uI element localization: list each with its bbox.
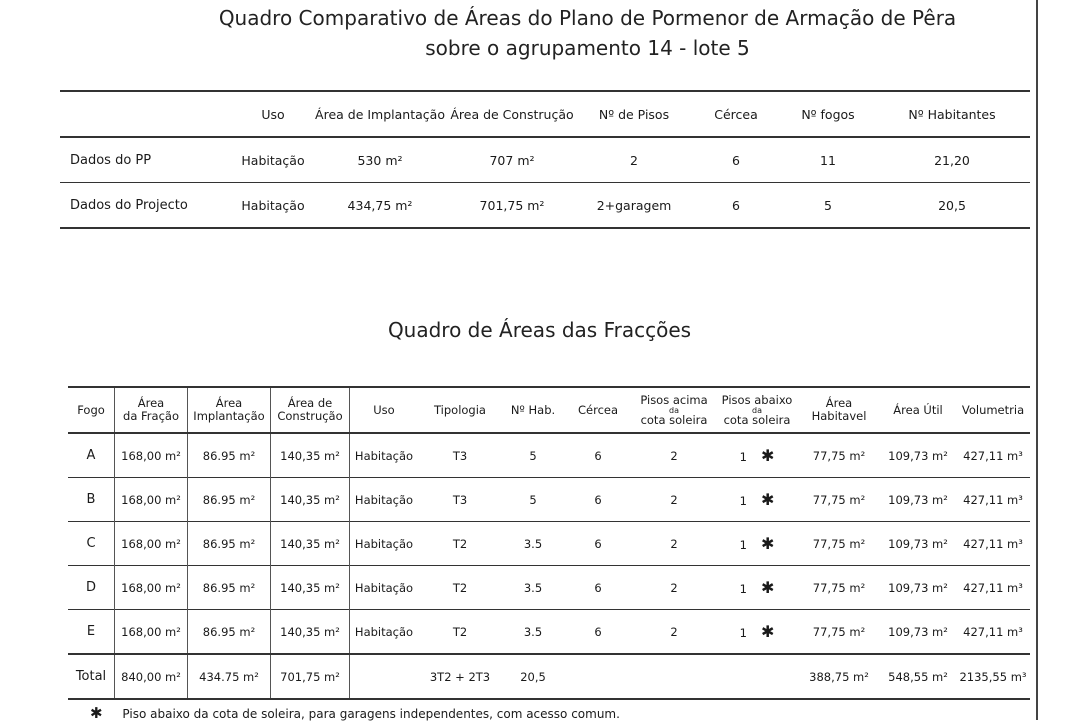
fraction-cell-fogo: B (68, 478, 115, 522)
comparison-header-pisos: Nº de Pisos (598, 106, 670, 122)
fraction-cell-tipologia: T2 (452, 536, 468, 551)
fraction-cell-cercea: 6 (594, 624, 602, 639)
pisos-abaixo-value: 1 (739, 538, 747, 552)
fraction-cell-pisos-abaixo (716, 610, 798, 655)
comparison-header-habitantes: Nº Habitantes (908, 106, 996, 122)
fraction-cell-cercea: 6 (594, 580, 602, 595)
fraction-cell-area-impl: 86.95 m² (188, 433, 271, 478)
comparison-cell: Dados do PP (70, 152, 152, 168)
fraction-cell-volumetria: 427,11 m³ (963, 492, 1023, 507)
fractions-header-pisos-acima (632, 387, 716, 433)
fraction-cell-area-util: 109,73 m² (888, 492, 948, 507)
asterisk-icon: ✱ (760, 490, 775, 509)
fraction-cell-area-impl: 86.95 m² (188, 566, 271, 610)
fractions-header-volumetria: Volumetria (961, 402, 1025, 417)
header-line: Área (215, 396, 243, 410)
footnote (90, 704, 620, 722)
fraction-cell-nhab: 3.5 (523, 580, 543, 595)
comparison-cell: 6 (732, 152, 740, 168)
fraction-cell-area-util: 109,73 m² (888, 624, 948, 639)
fraction-cell-area-hab: 77,75 m² (812, 624, 866, 639)
fractions-header-row (68, 387, 1030, 433)
comparison-cell: 11 (820, 152, 836, 168)
fractions-header-pisos-abaixo (716, 387, 798, 433)
comparison-header-fogos: Nº fogos (801, 106, 855, 122)
pisos-abaixo-value: 1 (739, 582, 747, 596)
comparison-cell: 530 m² (357, 152, 403, 168)
total-empty (350, 654, 419, 699)
pisos-abaixo-value: 1 (739, 494, 747, 508)
fractions-row (68, 610, 1030, 655)
header-line: da Fração (123, 409, 179, 423)
comparison-header-area-implantacao: Área de Implantação (315, 106, 445, 122)
header-line: Habitavel (811, 409, 867, 423)
fraction-cell-area-hab: 77,75 m² (812, 580, 866, 595)
fraction-cell-fogo: A (68, 433, 115, 478)
total-label: Total (68, 654, 115, 699)
fraction-cell-area-impl: 86.95 m² (188, 610, 271, 655)
comparison-cell: 5 (824, 197, 832, 213)
asterisk-icon: ✱ (760, 578, 775, 597)
comparison-table (60, 90, 1030, 229)
fraction-cell-pisos-abaixo (716, 566, 798, 610)
total-volumetria: 2135,55 m³ (959, 669, 1027, 684)
comparison-cell: 2 (630, 152, 638, 168)
fraction-cell-area-fracao: 168,00 m² (115, 610, 188, 655)
total-empty (716, 654, 798, 699)
total-empty (564, 654, 632, 699)
fractions-header-area-util: Área Útil (893, 402, 943, 417)
fraction-cell-area-fracao: 168,00 m² (115, 522, 188, 566)
header-line: Área (825, 396, 853, 410)
header-line: Construção (277, 409, 343, 423)
fractions-body (68, 433, 1030, 654)
total-area-construcao: 701,75 m² (271, 654, 350, 699)
fractions-header-area-fracao (115, 387, 188, 433)
fraction-cell-area-impl: 86.95 m² (188, 522, 271, 566)
fraction-cell-pisos-acima: 2 (670, 448, 678, 463)
comparison-cell: Habitação (241, 197, 305, 213)
comparison-row-projecto (60, 183, 1030, 229)
fractions-row (68, 478, 1030, 522)
fraction-cell-volumetria: 427,11 m³ (963, 624, 1023, 639)
fraction-cell-cercea: 6 (594, 448, 602, 463)
fraction-cell-pisos-acima: 2 (670, 580, 678, 595)
fraction-cell-tipologia: T3 (452, 448, 468, 463)
fractions-row (68, 433, 1030, 478)
fraction-cell-area-constr: 140,35 m² (271, 433, 350, 478)
fraction-cell-tipologia: T3 (452, 492, 468, 507)
comparison-cell: Dados do Projecto (70, 197, 188, 213)
total-area-util: 548,55 m² (888, 669, 948, 684)
comparison-header-uso: Uso (261, 106, 285, 122)
fraction-cell-area-util: 109,73 m² (888, 448, 948, 463)
fraction-cell-tipologia: T2 (452, 624, 468, 639)
fraction-cell-area-constr: 140,35 m² (271, 566, 350, 610)
fraction-cell-fogo: C (68, 522, 115, 566)
fraction-cell-nhab: 5 (529, 492, 537, 507)
fraction-cell-area-hab: 77,75 m² (812, 492, 866, 507)
fraction-cell-pisos-acima: 2 (670, 536, 678, 551)
fraction-cell-uso: Habitação (354, 580, 414, 595)
main-subtitle: sobre o agrupamento 14 - lote 5 (425, 36, 750, 60)
fraction-cell-volumetria: 427,11 m³ (963, 536, 1023, 551)
page-border-line (1036, 0, 1038, 720)
fraction-cell-area-impl: 86.95 m² (188, 478, 271, 522)
fractions-header-area-implantacao (188, 387, 271, 433)
fraction-cell-uso: Habitação (354, 624, 414, 639)
fraction-cell-volumetria: 427,11 m³ (963, 448, 1023, 463)
comparison-cell: 434,75 m² (347, 197, 413, 213)
header-line: Implantação (193, 409, 265, 423)
fraction-cell-area-util: 109,73 m² (888, 536, 948, 551)
comparison-cell: 20,5 (938, 197, 966, 213)
asterisk-icon: ✱ (760, 446, 775, 465)
header-line: Área (137, 396, 165, 410)
header-line: cota soleira (723, 412, 791, 427)
footnote-text: Piso abaixo da cota de soleira, para garagens independentes, com acesso comum. (122, 707, 620, 721)
fraction-cell-area-hab: 77,75 m² (812, 536, 866, 551)
fraction-cell-uso: Habitação (354, 492, 414, 507)
fraction-cell-pisos-abaixo (716, 478, 798, 522)
comparison-header-row (60, 91, 1030, 137)
fractions-total-row (68, 654, 1030, 699)
asterisk-icon: ✱ (760, 534, 775, 553)
header-line: da (669, 405, 679, 415)
fraction-cell-area-constr: 140,35 m² (271, 478, 350, 522)
fraction-cell-area-constr: 140,35 m² (271, 610, 350, 655)
comparison-cell: 701,75 m² (479, 197, 545, 213)
fractions-header-nhab: Nº Hab. (510, 402, 556, 417)
comparison-header-cercea: Cércea (714, 106, 758, 122)
total-tipologia: 3T2 + 2T3 (429, 669, 491, 684)
fractions-row (68, 566, 1030, 610)
comparison-cell: 2+garagem (596, 197, 672, 213)
fraction-cell-pisos-acima: 2 (670, 624, 678, 639)
fraction-cell-cercea: 6 (594, 536, 602, 551)
asterisk-icon: ✱ (90, 704, 103, 722)
fraction-cell-area-fracao: 168,00 m² (115, 478, 188, 522)
fractions-header-area-habitavel (798, 387, 880, 433)
total-area-habitavel: 388,75 m² (809, 669, 869, 684)
asterisk-icon: ✱ (760, 622, 775, 641)
fraction-cell-uso: Habitação (354, 536, 414, 551)
header-line: cota soleira (640, 412, 708, 427)
comparison-cell: Habitação (241, 152, 305, 168)
fraction-cell-fogo: D (68, 566, 115, 610)
comparison-header-area-construcao: Área de Construção (450, 106, 574, 122)
fraction-cell-cercea: 6 (594, 492, 602, 507)
fractions-header-area-construcao (271, 387, 350, 433)
total-area-implantacao: 434.75 m² (188, 654, 271, 699)
fractions-row (68, 522, 1030, 566)
fraction-cell-area-util: 109,73 m² (888, 580, 948, 595)
fractions-header-tipologia: Tipologia (434, 402, 486, 417)
total-area-fracao: 840,00 m² (115, 654, 188, 699)
fractions-header-uso: Uso (373, 402, 395, 417)
header-line: da (752, 405, 762, 415)
comparison-cell: 6 (732, 197, 740, 213)
header-line: Área de (287, 396, 333, 410)
comparison-row-pp (60, 137, 1030, 183)
comparison-cell: 21,20 (934, 152, 970, 168)
fraction-cell-area-hab: 77,75 m² (812, 448, 866, 463)
fraction-cell-volumetria: 427,11 m³ (963, 580, 1023, 595)
fraction-cell-tipologia: T2 (452, 580, 468, 595)
comparison-header-empty (60, 91, 232, 137)
fraction-cell-area-constr: 140,35 m² (271, 522, 350, 566)
comparison-cell: 707 m² (489, 152, 535, 168)
fraction-cell-pisos-abaixo (716, 522, 798, 566)
total-empty (632, 654, 716, 699)
fractions-table (68, 386, 1030, 700)
header-line: Pisos acima (640, 392, 708, 407)
main-title: Quadro Comparativo de Áreas do Plano de Pormenor de Armação de Pêra (218, 6, 957, 30)
pisos-abaixo-value: 1 (739, 450, 747, 464)
fractions-header-cercea: Cércea (577, 402, 619, 417)
fraction-cell-pisos-abaixo (716, 433, 798, 478)
header-line: Pisos abaixo (721, 392, 793, 407)
fraction-cell-nhab: 3.5 (523, 624, 543, 639)
fraction-cell-nhab: 3.5 (523, 536, 543, 551)
fraction-cell-uso: Habitação (354, 448, 414, 463)
total-nhab: 20,5 (520, 669, 546, 684)
fraction-cell-nhab: 5 (529, 448, 537, 463)
fraction-cell-fogo: E (68, 610, 115, 655)
fraction-cell-area-fracao: 168,00 m² (115, 433, 188, 478)
fraction-cell-pisos-acima: 2 (670, 492, 678, 507)
pisos-abaixo-value: 1 (739, 626, 747, 640)
fractions-title: Quadro de Áreas das Fracções (387, 318, 692, 342)
fraction-cell-area-fracao: 168,00 m² (115, 566, 188, 610)
fractions-header-fogo: Fogo (68, 387, 115, 433)
